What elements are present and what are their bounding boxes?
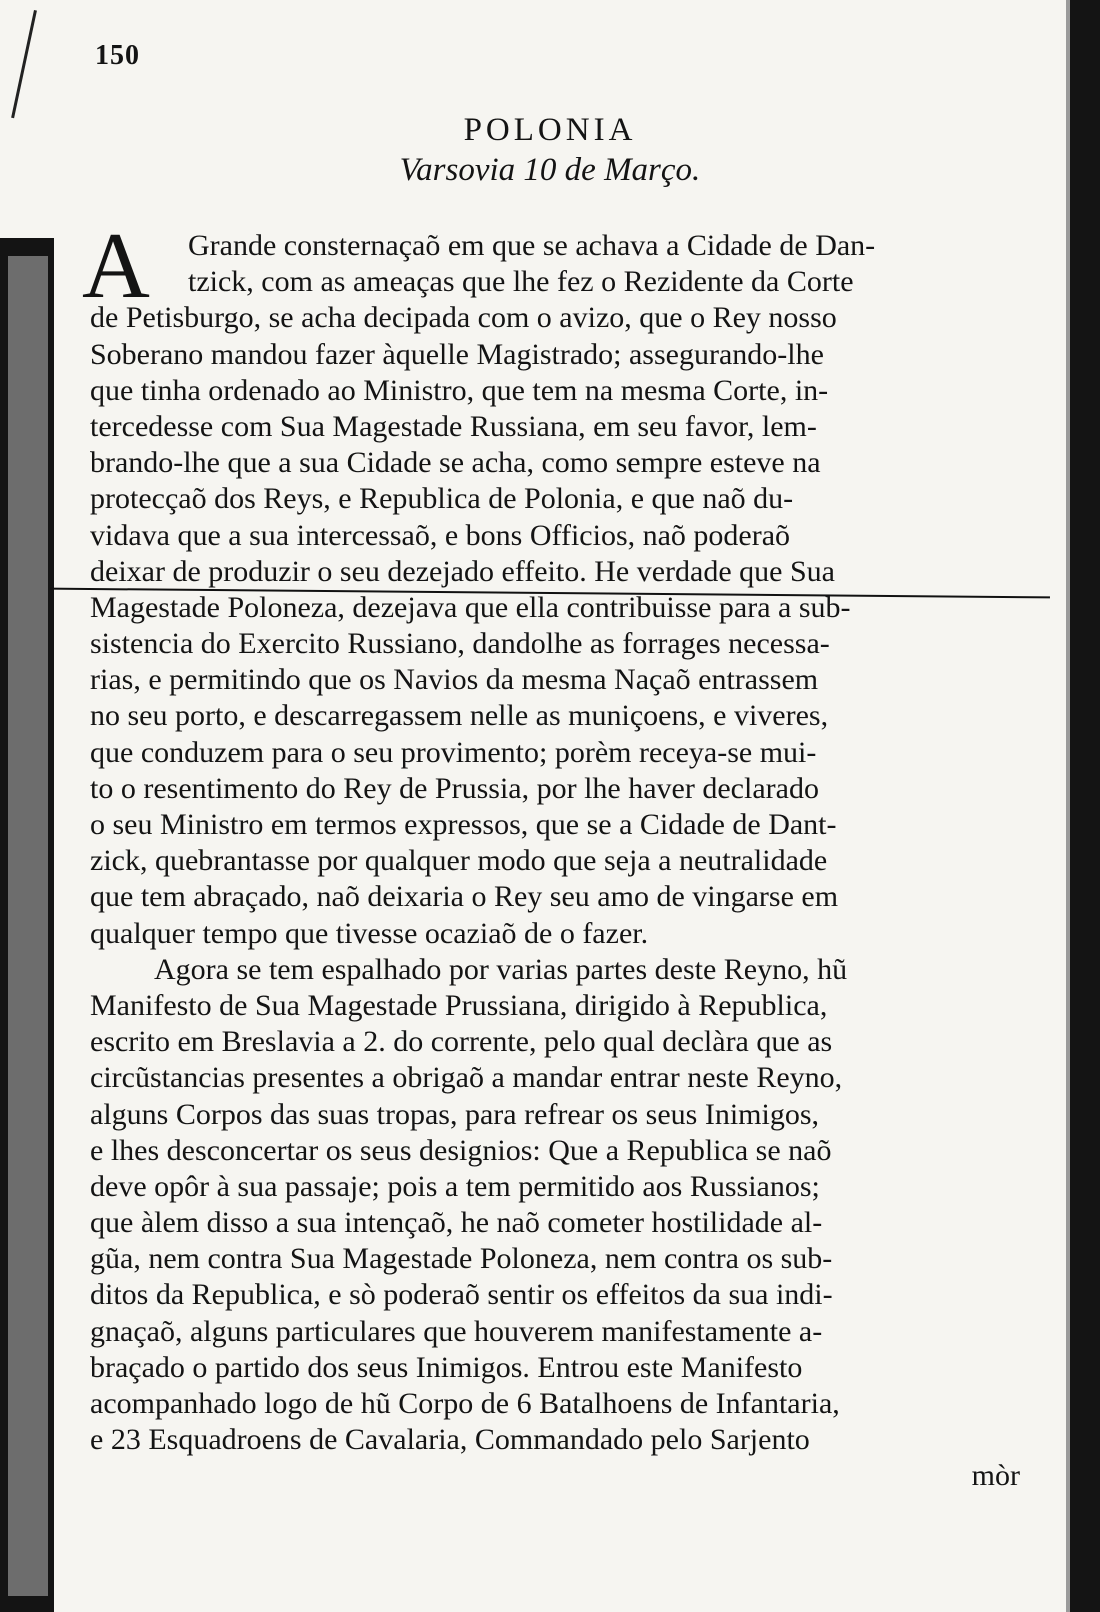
article-line: e 23 Esquadroens de Cavalaria, Commandado pelo Sarjento xyxy=(90,1423,810,1457)
catchword: mòr xyxy=(971,1459,1020,1493)
article-line: o seu Ministro em termos expressos, que se a Cidade de Dant- xyxy=(90,808,837,841)
article-line: de Petisburgo, se acha decipada com o avizo, que o Rey nosso xyxy=(90,301,837,335)
scan-border-right xyxy=(1070,0,1100,1612)
scan-border-right-highlight xyxy=(1066,0,1070,1612)
article-line: ditos da Republica, e sò poderaõ sentir os effeitos da sua indi- xyxy=(90,1278,833,1312)
scan-border-left-inner xyxy=(8,256,48,1596)
article-line: Agora se tem espalhado por varias partes deste Reyno, hũ xyxy=(154,952,848,986)
article-line: zick, quebrantasse por qualquer modo que seja a neutralidade xyxy=(90,844,828,878)
article-line: e lhes desconcertar os seus designios: Que a Republica se naõ xyxy=(90,1133,832,1167)
article-line: alguns Corpos das suas tropas, para refrear os seus Inimigos, xyxy=(90,1097,820,1131)
article-line: sistencia do Exercito Russiano, dandolhe as forrages necessa- xyxy=(90,627,830,661)
article-line: braçado o partido dos seus Inimigos. Entrou este Manifesto xyxy=(90,1350,803,1384)
article-line: rias, e permitindo que os Navios da mesma Naçaõ entrassem xyxy=(90,663,819,697)
article-line: brando-lhe que a sua Cidade se acha, como sempre esteve na xyxy=(90,446,821,480)
article-body xyxy=(90,228,1020,1495)
page-number: 150 xyxy=(95,40,140,71)
article-line: Magestade Poloneza, dezejava que ella contribuisse para a sub- xyxy=(90,590,851,624)
article-line: deixar de produzir o seu dezejado effeito. He verdade que Sua xyxy=(90,554,835,588)
article-line: tercedesse com Sua Magestade Russiana, em seu favor, lem- xyxy=(90,409,817,443)
article-line: deve opôr à sua passaje; pois a tem permitido aos Russianos; xyxy=(90,1169,820,1203)
article-line: Manifesto de Sua Magestade Prussiana, dirigido à Republica, xyxy=(90,988,828,1022)
article-line: circũstancias presentes a obrigaõ a mandar entrar neste Reyno, xyxy=(90,1061,843,1095)
article-line: que conduzem para o seu provimento; porèm receya-se mui- xyxy=(90,735,817,769)
article-line: qualquer tempo que tivesse ocaziaõ de o fazer. xyxy=(90,916,649,950)
article-line: to o resentimento do Rey de Prussia, por lhe haver declarado xyxy=(90,771,819,805)
article-line: no seu porto, e descarregassem nelle as muniçoens, e viveres, xyxy=(90,699,829,733)
article-line: que àlem disso a sua intençaõ, he naõ cometer hostilidade al- xyxy=(90,1206,823,1240)
drop-cap: A xyxy=(82,214,150,318)
article-line: que tinha ordenado ao Ministro, que tem na mesma Corte, in- xyxy=(90,373,829,407)
article-line: escrito em Breslavia a 2. do corrente, pelo qual declàra que as xyxy=(90,1025,833,1059)
article-line: que tem abraçado, naõ deixaria o Rey seu amo de vingarse em xyxy=(90,880,839,914)
article-line: vidava que a sua intercessaõ, e bons Officios, naõ poderaõ xyxy=(90,518,791,552)
article-line: protecçaõ dos Reys, e Republica de Polonia, e que naõ du- xyxy=(90,482,794,516)
dateline: Varsovia 10 de Março. xyxy=(399,152,701,188)
ink-mark xyxy=(11,10,37,118)
article-line: tzick, com as ameaças que lhe fez o Rezidente da Corte xyxy=(188,265,854,299)
article-line: Grande consternaçaõ em que se achava a Cidade de Dan- xyxy=(188,229,876,262)
article-line: gũa, nem contra Sua Magestade Poloneza, nem contra os sub- xyxy=(90,1242,833,1276)
article-line: gnaçaõ, alguns particulares que houverem manifestamente a- xyxy=(90,1314,823,1348)
section-title: POLONIA xyxy=(463,112,637,148)
article-line: Soberano mandou fazer àquelle Magistrado; assegurando-lhe xyxy=(90,337,824,371)
article-line: acompanhado logo de hũ Corpo de 6 Batalhoens de Infantaria, xyxy=(90,1387,840,1420)
